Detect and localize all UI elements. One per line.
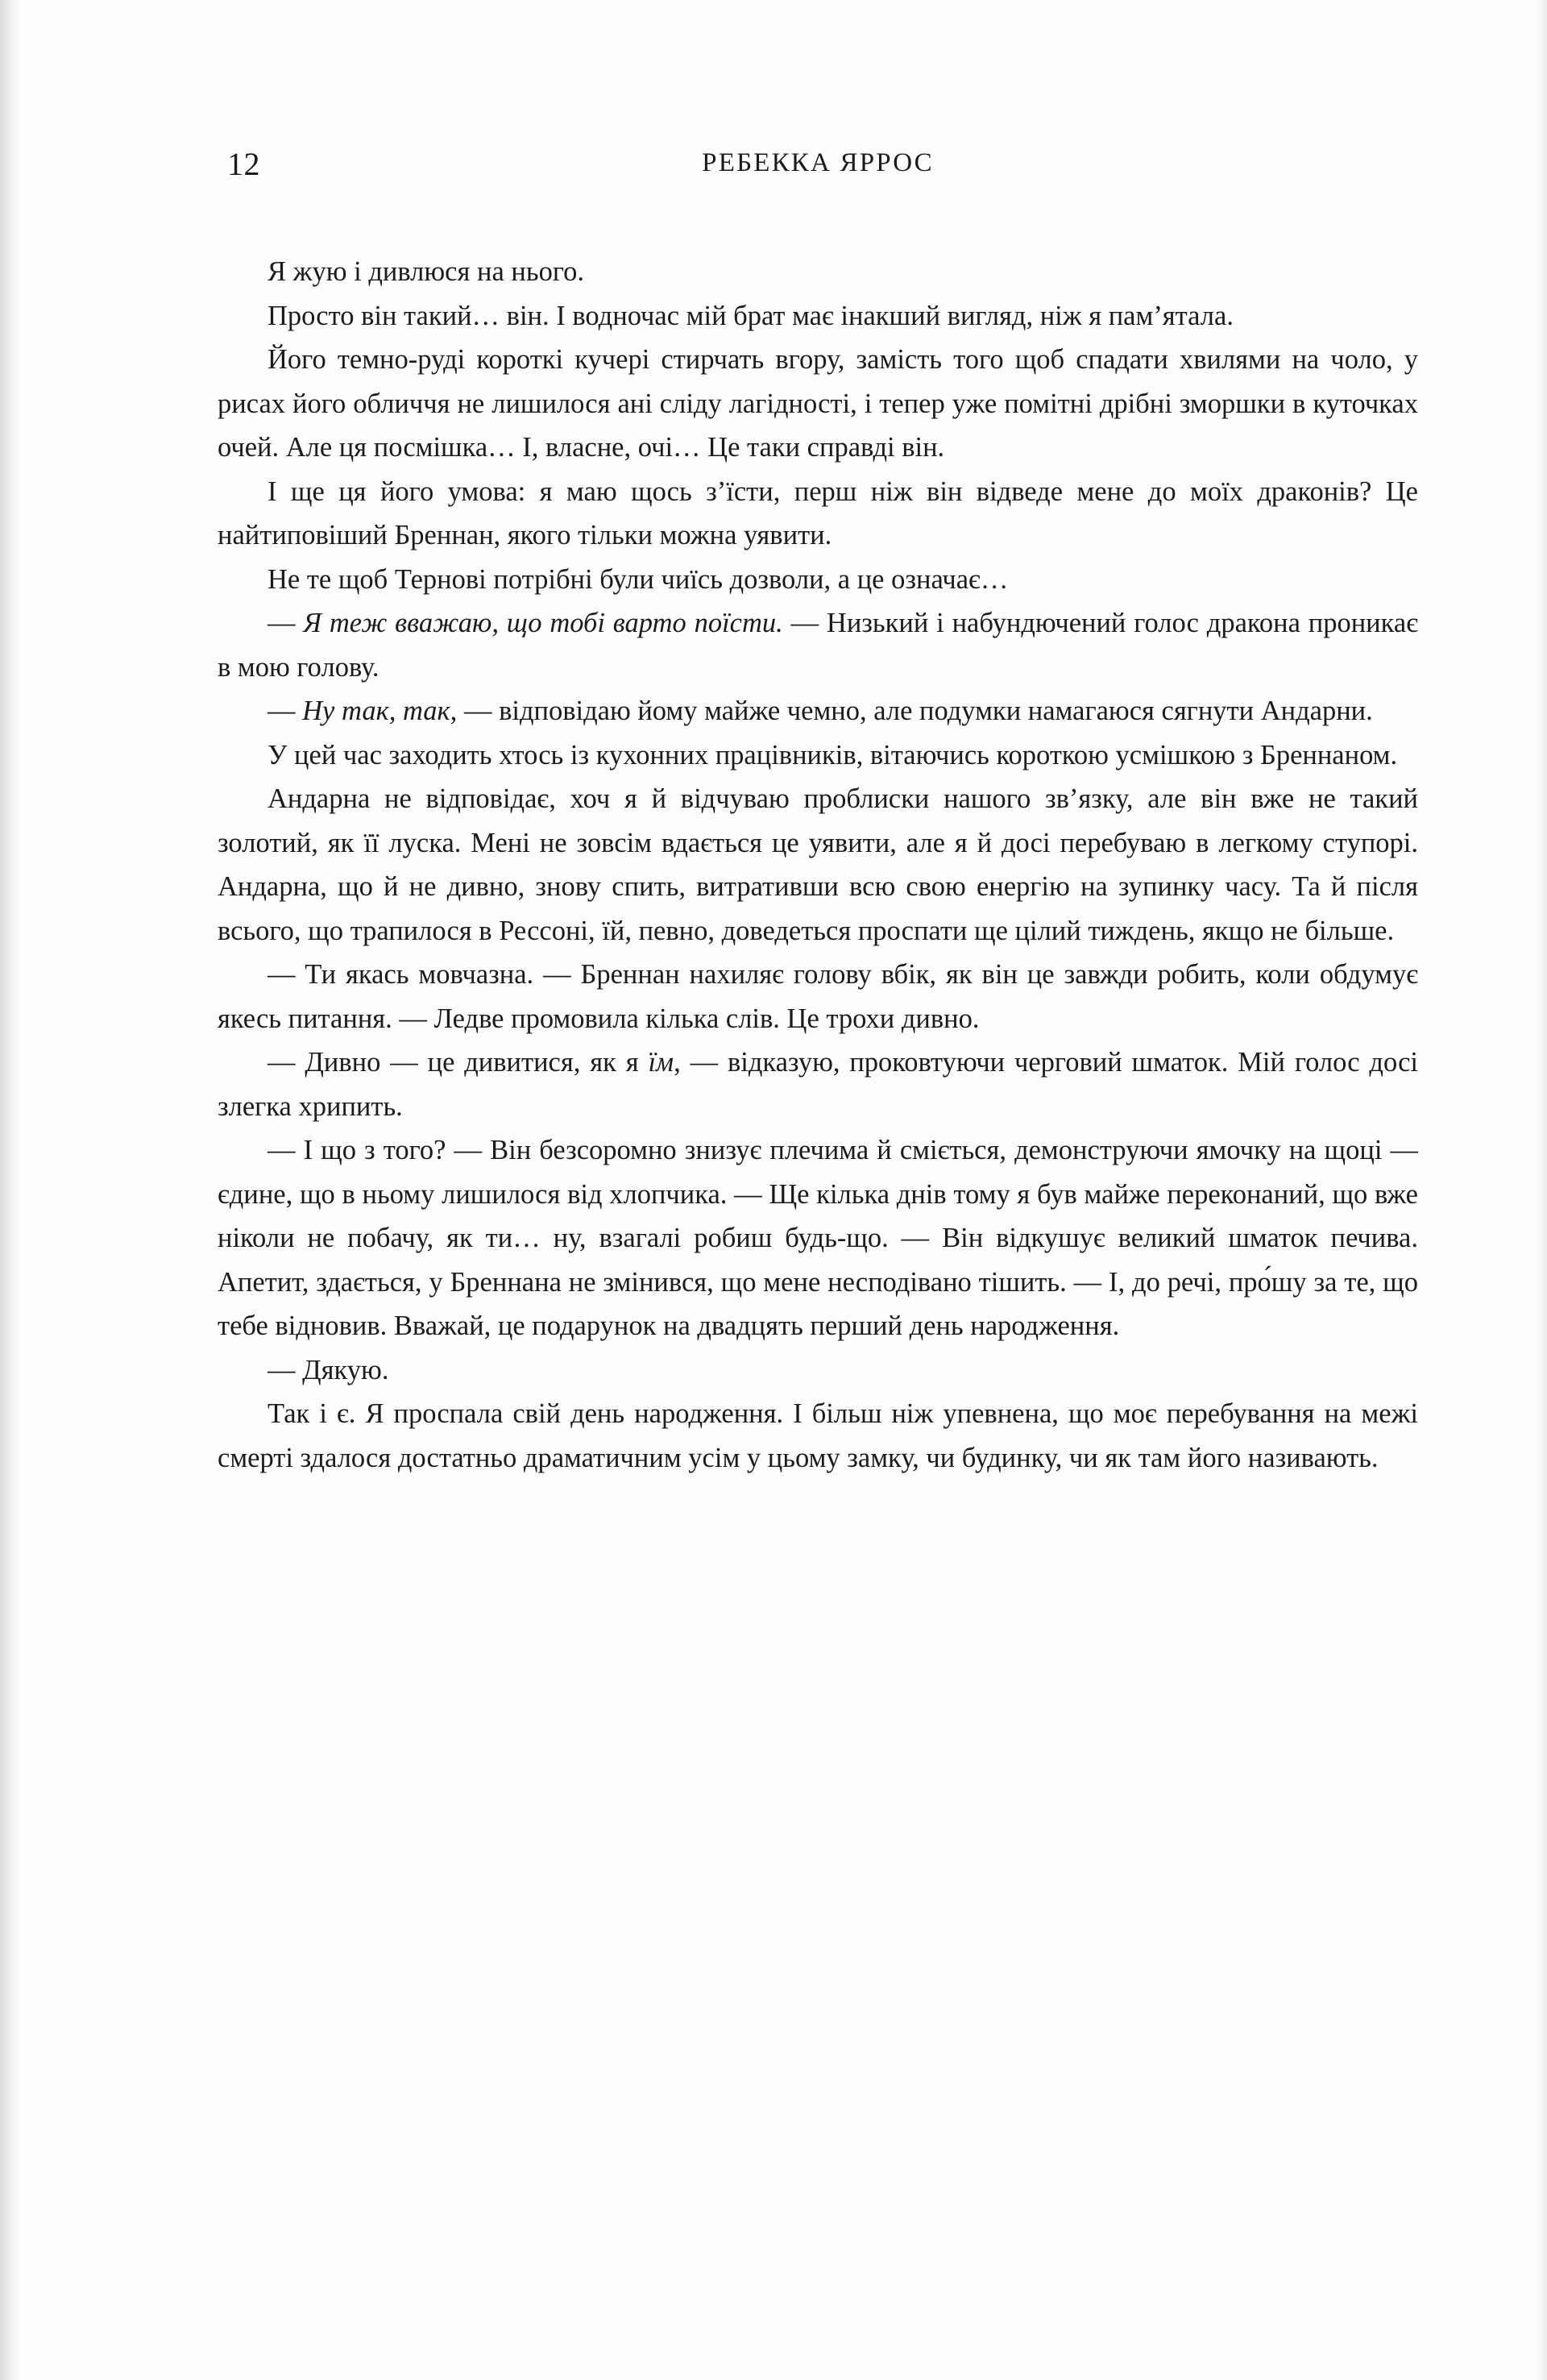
dash: —	[268, 608, 304, 638]
italic-speech: Ну так, так,	[302, 696, 458, 726]
body-text	[218, 250, 1418, 1480]
paragraph: — Дякую.	[268, 1354, 389, 1385]
paragraph: — Ти якась мовчазна. — Бреннан нахиляє голову вбік, як він це завжди робить, коли обдумує якесь питання. — Ледве промовила кілька слів. Це трохи дивно.	[218, 959, 1418, 1034]
paragraph: Я жую і дивлюся на нього.	[268, 256, 584, 287]
paragraph: Не те щоб Терновi потрібні були чиїсь дозволи, а це означає…	[268, 563, 1009, 595]
paragraph: У цей час заходить хтось із кухонних працівників, вітаючись короткою усмішкою з Бреннаном.	[268, 739, 1398, 770]
paragraph-dialogue	[218, 689, 1418, 733]
paragraph: Його темно-руді короткі кучері стирчать вгору, замість того щоб спадати хвилями на чоло, у рисах його обличчя не лишилося ані сліду лагідності, і тепер уже помітні дрібні зморшки в куточках очей. Але ця посмішка… І, власне, очі… Це таки справді він.	[218, 344, 1418, 463]
paragraph: Так і є. Я проспала свій день народження. І більш ніж упевнена, що моє перебування на межі смерті здалося достатньо драматичним усім у цьому замку, чи будинку, чи як там його називають.	[218, 1398, 1418, 1473]
paragraph: Просто він такий… він. І водночас мій брат має інакший вигляд, ніж я пам’ятала.	[268, 300, 1234, 331]
dash: —	[268, 696, 303, 726]
paragraph: Андарна не відповідає, хоч я й відчуваю проблиски нашого зв’язку, але він вже не такий золотий, як її луска. Мені не зовсім вдається це уявити, але я й досі перебуваю в легкому ступорі. Андарна, що й не дивно, знову спить, витративши всю свою енергію на зупинку часу. Та й після всього, що трапилося в Рессоні, їй, певно, доведеться проспати ще цілий тиждень, якщо не більше.	[218, 783, 1418, 946]
running-head	[218, 145, 1418, 201]
paragraph-rest: — Низький і набундючений голос дракона проникає в мою голову.	[218, 608, 1419, 683]
paragraph: — І що з того? — Він безсоромно знизує плечима й сміється, демонструючи ямочку на щоці — єдине, що в ньому лишилося від хлопчика. — Ще кілька днів тому я був майже переконаний, що вже ніколи не побачу, як ти… ну, взагалі робиш будь-що. — Він відкушує великий шматок печива. Апетит, здається, у Бреннана не змінився, що мене несподівано тішить. — І, до речі, про́шу за те, що тебе відновив. Вважай, це подарунок на двадцять перший день народження.	[218, 1135, 1418, 1341]
paragraph-start: — Дивно — це дивитися, як я	[268, 1047, 649, 1078]
paragraph-rest: — відповідаю йому майже чемно, але подумки намагаюся сягнути Андарни.	[457, 696, 1373, 726]
page-content	[218, 145, 1418, 1480]
paragraph: І ще ця його умова: я маю щось з’їсти, перш ніж він відведе мене до моїх драконів? Це найтиповіший Бреннан, якого тільки можна уявити.	[218, 476, 1418, 550]
paragraph-dialogue	[218, 1040, 1418, 1128]
page-number: 12	[227, 146, 260, 182]
book-author-header: РЕБЕККА ЯРРОС	[702, 148, 934, 177]
paragraph-rest: , — відказую, проковтуючи черговий шматок. Мій голос досі злегка хрипить.	[218, 1047, 1418, 1122]
italic-word: їм	[648, 1047, 674, 1078]
paragraph-dialogue	[218, 601, 1418, 689]
italic-speech: Я теж вважаю, що тобі варто поїсти.	[303, 608, 783, 638]
